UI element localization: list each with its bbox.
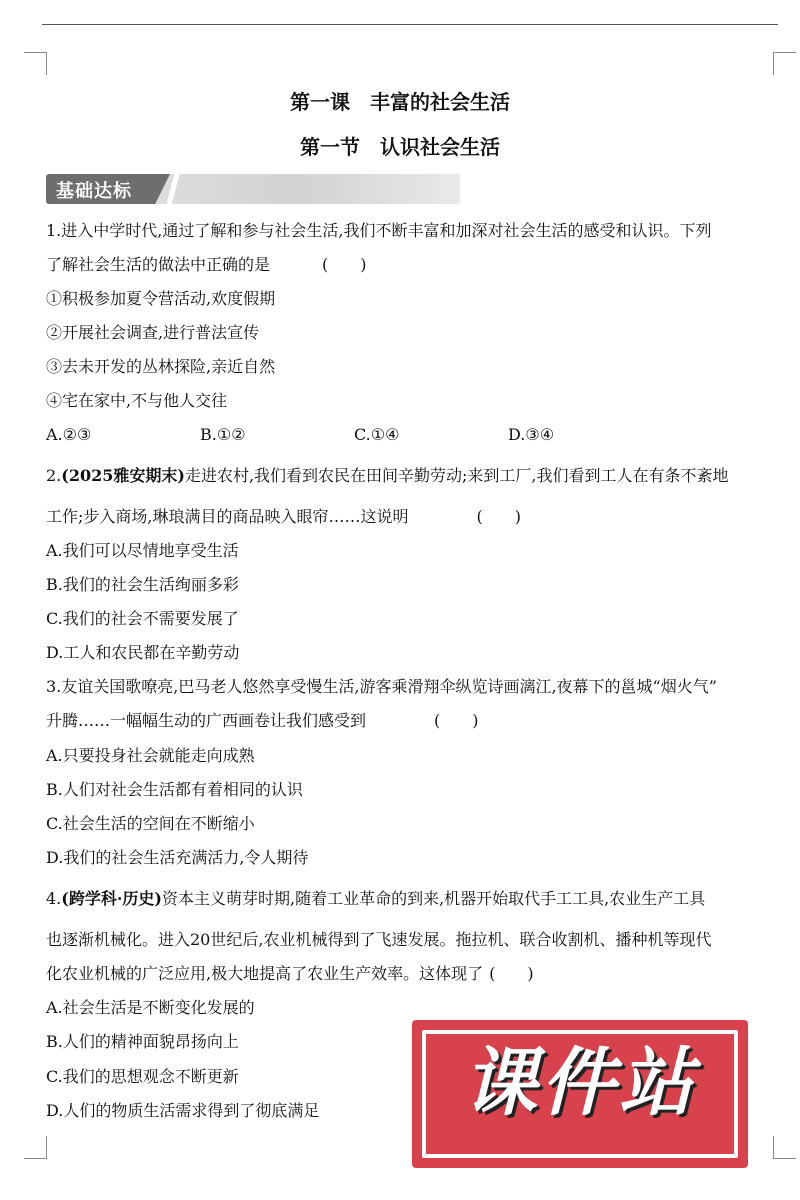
question-4-option-d: D.人们的物质生活需求得到了彻底满足	[46, 1101, 320, 1120]
section-banner	[46, 174, 460, 204]
question-2-option-d: D.工人和农民都在辛勤劳动	[46, 643, 240, 662]
question-1-statement-2: ②开展社会调查,进行普法宣传	[46, 323, 260, 342]
question-4-option-a: A.社会生活是不断变化发展的	[46, 998, 255, 1017]
question-1-statement-3: ③去未开发的丛林探险,亲近自然	[46, 357, 276, 376]
crop-mark-bottom-right	[773, 1136, 796, 1159]
banner-stripe	[164, 174, 190, 204]
question-3-option-b: B.人们对社会生活都有着相同的认识	[46, 780, 303, 799]
question-1-line-1: 1.进入中学时代,通过了解和参与社会生活,我们不断丰富和加深对社会生活的感受和认识。下列	[46, 221, 712, 240]
option-d: D.③④	[508, 425, 555, 444]
question-1-statement-4: ④宅在家中,不与他人交往	[46, 391, 228, 410]
question-3-option-a: A.只要投身社会就能走向成熟	[46, 746, 255, 765]
watermark-stamp	[412, 1020, 748, 1168]
crop-mark-top-left	[24, 52, 47, 75]
question-3-option-d: D.我们的社会生活充满活力,令人期待	[46, 848, 309, 867]
crop-mark-bottom-left	[24, 1136, 47, 1159]
question-2-option-c: C.我们的社会不需要发展了	[46, 609, 239, 628]
question-1-line-2: 了解社会生活的做法中正确的是 ( )	[46, 255, 367, 274]
watermark-text: 课件站	[463, 1040, 697, 1126]
question-4-option-c: C.我们的思想观念不断更新	[46, 1067, 239, 1086]
option-c: C.①④	[354, 425, 400, 444]
header-rule	[42, 24, 778, 25]
question-3-option-c: C.社会生活的空间在不断缩小	[46, 814, 255, 833]
answer-paren: ( )	[434, 711, 479, 730]
question-2-line-2: 工作;步入商场,琳琅满目的商品映入眼帘……这说明 ( )	[46, 507, 521, 526]
crop-mark-top-right	[773, 52, 796, 75]
option-a: A.②③	[46, 425, 92, 444]
question-2-option-a: A.我们可以尽情地享受生活	[46, 541, 239, 560]
question-4-line-2: 也逐渐机械化。进入20世纪后,农业机械得到了飞速发展。拖拉机、联合收割机、播种机等现代	[46, 930, 712, 949]
lesson-title: 第一课 丰富的社会生活	[290, 90, 510, 114]
question-source: (2025雅安期末)	[61, 466, 185, 485]
option-b: B.①②	[200, 425, 246, 444]
section-title: 第一节 认识社会生活	[300, 135, 500, 159]
question-3-line-2: 升腾……一幅幅生动的广西画卷让我们感受到 ( )	[46, 711, 479, 730]
question-1-statement-1: ①积极参加夏令营活动,欢度假期	[46, 289, 276, 308]
section-label: 基础达标	[56, 181, 132, 202]
answer-paren: ( )	[476, 507, 521, 526]
answer-paren: ( )	[322, 255, 367, 274]
question-4-option-b: B.人们的精神面貌昂扬向上	[46, 1032, 239, 1051]
answer-paren: ( )	[489, 964, 534, 983]
question-source: (跨学科·历史)	[61, 889, 162, 908]
question-4-line-1: 4.(跨学科·历史)资本主义萌芽时期,随着工业革命的到来,机器开始取代手工工具,农业生产工具	[46, 889, 706, 908]
question-4-line-3: 化农业机械的广泛应用,极大地提高了农业生产效率。这体现了 ( )	[46, 964, 534, 983]
question-2-line-1: 2.(2025雅安期末)走进农村,我们看到农民在田间辛勤劳动;来到工厂,我们看到工人在有条不紊地	[46, 466, 729, 485]
question-2-option-b: B.我们的社会生活绚丽多彩	[46, 575, 239, 594]
question-3-line-1: 3.友谊关国歌嘹亮,巴马老人悠然享受慢生活,游客乘滑翔伞纵览诗画漓江,夜幕下的邕城“烟火气”	[46, 677, 717, 696]
